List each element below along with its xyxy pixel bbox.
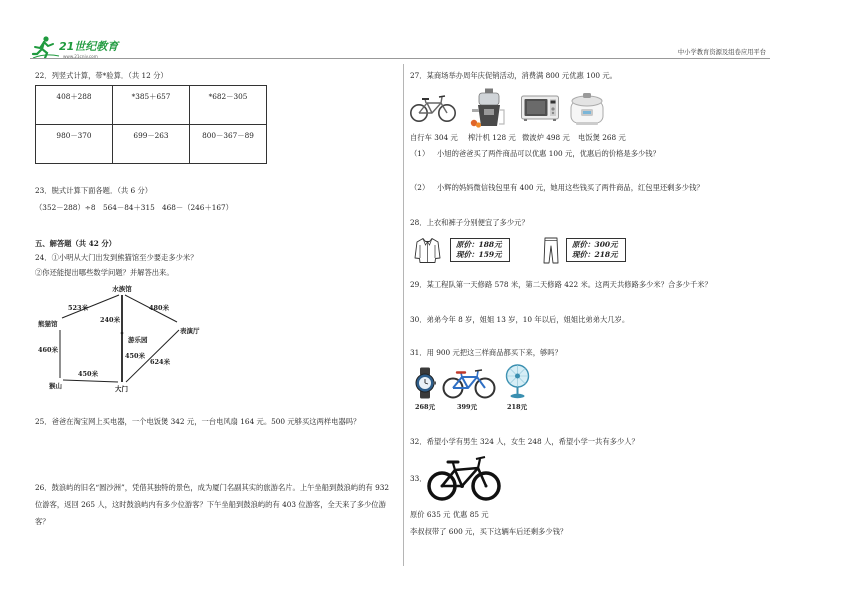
path-monkey-gate — [63, 380, 118, 382]
table-cell: 800－367－89 — [190, 125, 267, 164]
place-monkey-hill: 猴山 — [49, 382, 62, 390]
bicycle-icon — [410, 93, 456, 123]
q23-expression: 468－（246＋167） — [162, 203, 233, 212]
product-label: 微波炉 498 元 — [522, 133, 570, 142]
product-label: 榨汁机 128 元 — [468, 133, 516, 142]
table-row — [36, 125, 267, 164]
q26-line: 客？ — [35, 517, 50, 526]
q22-calc-table — [35, 85, 267, 164]
table-cell: 699－263 — [113, 125, 190, 164]
q33-question: 李叔叔带了 600 元，买下这辆车后还剩多少钱？ — [410, 527, 568, 536]
q26-line: 位游客，返回 265 人，这时鼓浪屿内有多少位游客？下午坐船到鼓浪屿的有 403 位游客，全天来了多少位游 — [35, 500, 386, 509]
q27-sub2-number: （2） — [410, 183, 430, 192]
q27-sub1-number: （1） — [410, 149, 430, 158]
q25-text: 25．爸爸在淘宝网上买电器，一个电饭煲 342 元，一台电风扇 164 元。500 元够买这两样电器吗？ — [35, 417, 361, 426]
distance-label: 523米 — [68, 304, 89, 312]
section-heading: 五、解答题（共 42 分） — [35, 239, 116, 248]
logo-url: www.21cnjy.com — [63, 54, 98, 59]
q23-title: 23．脱式计算下面各题．（共 6 分） — [35, 186, 153, 195]
jacket-original-price: 原价：188元 — [456, 240, 502, 249]
place-panda-house: 熊猫馆 — [38, 320, 58, 328]
q27-sub1-text: 小旭的爸爸买了两件商品可以优惠 100 元，优惠后的价格是多少钱？ — [437, 149, 660, 158]
logo-text: 21世纪教育 — [59, 40, 119, 53]
electric-fan-icon — [505, 364, 530, 399]
distance-label: 450米 — [125, 352, 146, 360]
pants-current-price: 现价：218元 — [572, 250, 618, 259]
pants-icon — [543, 237, 559, 264]
q22-title: 22．列竖式计算，带*验算．（共 12 分） — [35, 71, 168, 80]
q27-sub2-text: 小辉的妈妈微信钱包里有 400 元，她用这些钱买了两件商品，红包里还剩多少钱？ — [437, 183, 704, 192]
watch-icon — [413, 367, 437, 399]
bicycle-icon — [427, 454, 501, 502]
q33-number: 33． — [410, 474, 427, 483]
item-price: 399元 — [457, 403, 478, 411]
microwave-icon — [521, 94, 559, 122]
q28-title: 28．上衣和裤子分别便宜了多少元？ — [410, 218, 529, 227]
q31-title: 31．用 900 元把这三样商品都买下来，够吗？ — [410, 348, 562, 357]
header-rule — [30, 58, 770, 59]
distance-label: 240米 — [100, 316, 121, 324]
q24-part2: ②你还能提出哪些数学问题？并解答出来。 — [35, 268, 174, 277]
playground-point — [121, 332, 124, 335]
product-label: 电饭煲 268 元 — [578, 133, 626, 142]
place-theater: 表演厅 — [180, 327, 200, 335]
rice-cooker-icon — [568, 90, 606, 126]
q30-text: 30．弟弟今年 8 岁，姐姐 13 岁，10 年以后，姐姐比弟弟大几岁。 — [410, 315, 630, 324]
item-price: 218元 — [507, 403, 528, 411]
platform-name: 中小学教育资源及组卷应用平台 — [677, 49, 766, 56]
column-divider — [403, 64, 404, 566]
bicycle-icon — [442, 367, 496, 399]
q27-title: 27．某商场举办周年庆促销活动，消费满 800 元优惠 100 元。 — [410, 71, 617, 80]
q32-text: 32．希望小学有男生 324 人，女生 248 人，希望小学一共有多少人？ — [410, 437, 639, 446]
jacket-current-price: 现价：159元 — [456, 250, 502, 259]
jacket-price-box — [450, 238, 510, 262]
q33-price: 原价 635 元 优惠 85 元 — [410, 510, 489, 519]
table-cell: *385＋657 — [113, 86, 190, 125]
place-playground: 游乐园 — [128, 336, 148, 344]
place-aquarium: 水族馆 — [112, 285, 132, 293]
table-cell: 408＋288 — [36, 86, 113, 125]
item-price: 268元 — [415, 403, 436, 411]
pants-price-box — [566, 238, 626, 262]
q23-expression: 564－84＋315 — [103, 203, 155, 212]
jacket-icon — [414, 237, 441, 264]
place-gate: 大门 — [115, 385, 128, 393]
distance-label: 460米 — [38, 346, 59, 354]
table-row — [36, 86, 267, 125]
juicer-icon — [470, 88, 506, 128]
q24-part1: 24．①小明从大门出发到熊猫馆至少要走多少米？ — [35, 253, 198, 262]
pants-original-price: 原价：300元 — [572, 240, 618, 249]
q23-expression: （352－288）÷8 — [35, 203, 96, 212]
distance-label: 624米 — [150, 358, 171, 366]
table-cell: 980－370 — [36, 125, 113, 164]
park-map-diagram — [30, 280, 215, 396]
product-label: 自行车 304 元 — [410, 133, 458, 142]
q26-line: 26．鼓浪屿的旧名“圆沙洲”，凭借其独特的景色，成为厦门名副其实的旅游名片。上午坐船到鼓浪屿的有 932 — [35, 483, 390, 492]
table-cell: *682－305 — [190, 86, 267, 125]
q29-text: 29．某工程队第一天修路 578 米，第二天修路 422 米。这两天共修路多少米？合多少千米？ — [410, 280, 712, 289]
running-figure-icon — [33, 36, 59, 58]
distance-label: 450米 — [78, 370, 99, 378]
distance-label: 480米 — [149, 304, 170, 312]
